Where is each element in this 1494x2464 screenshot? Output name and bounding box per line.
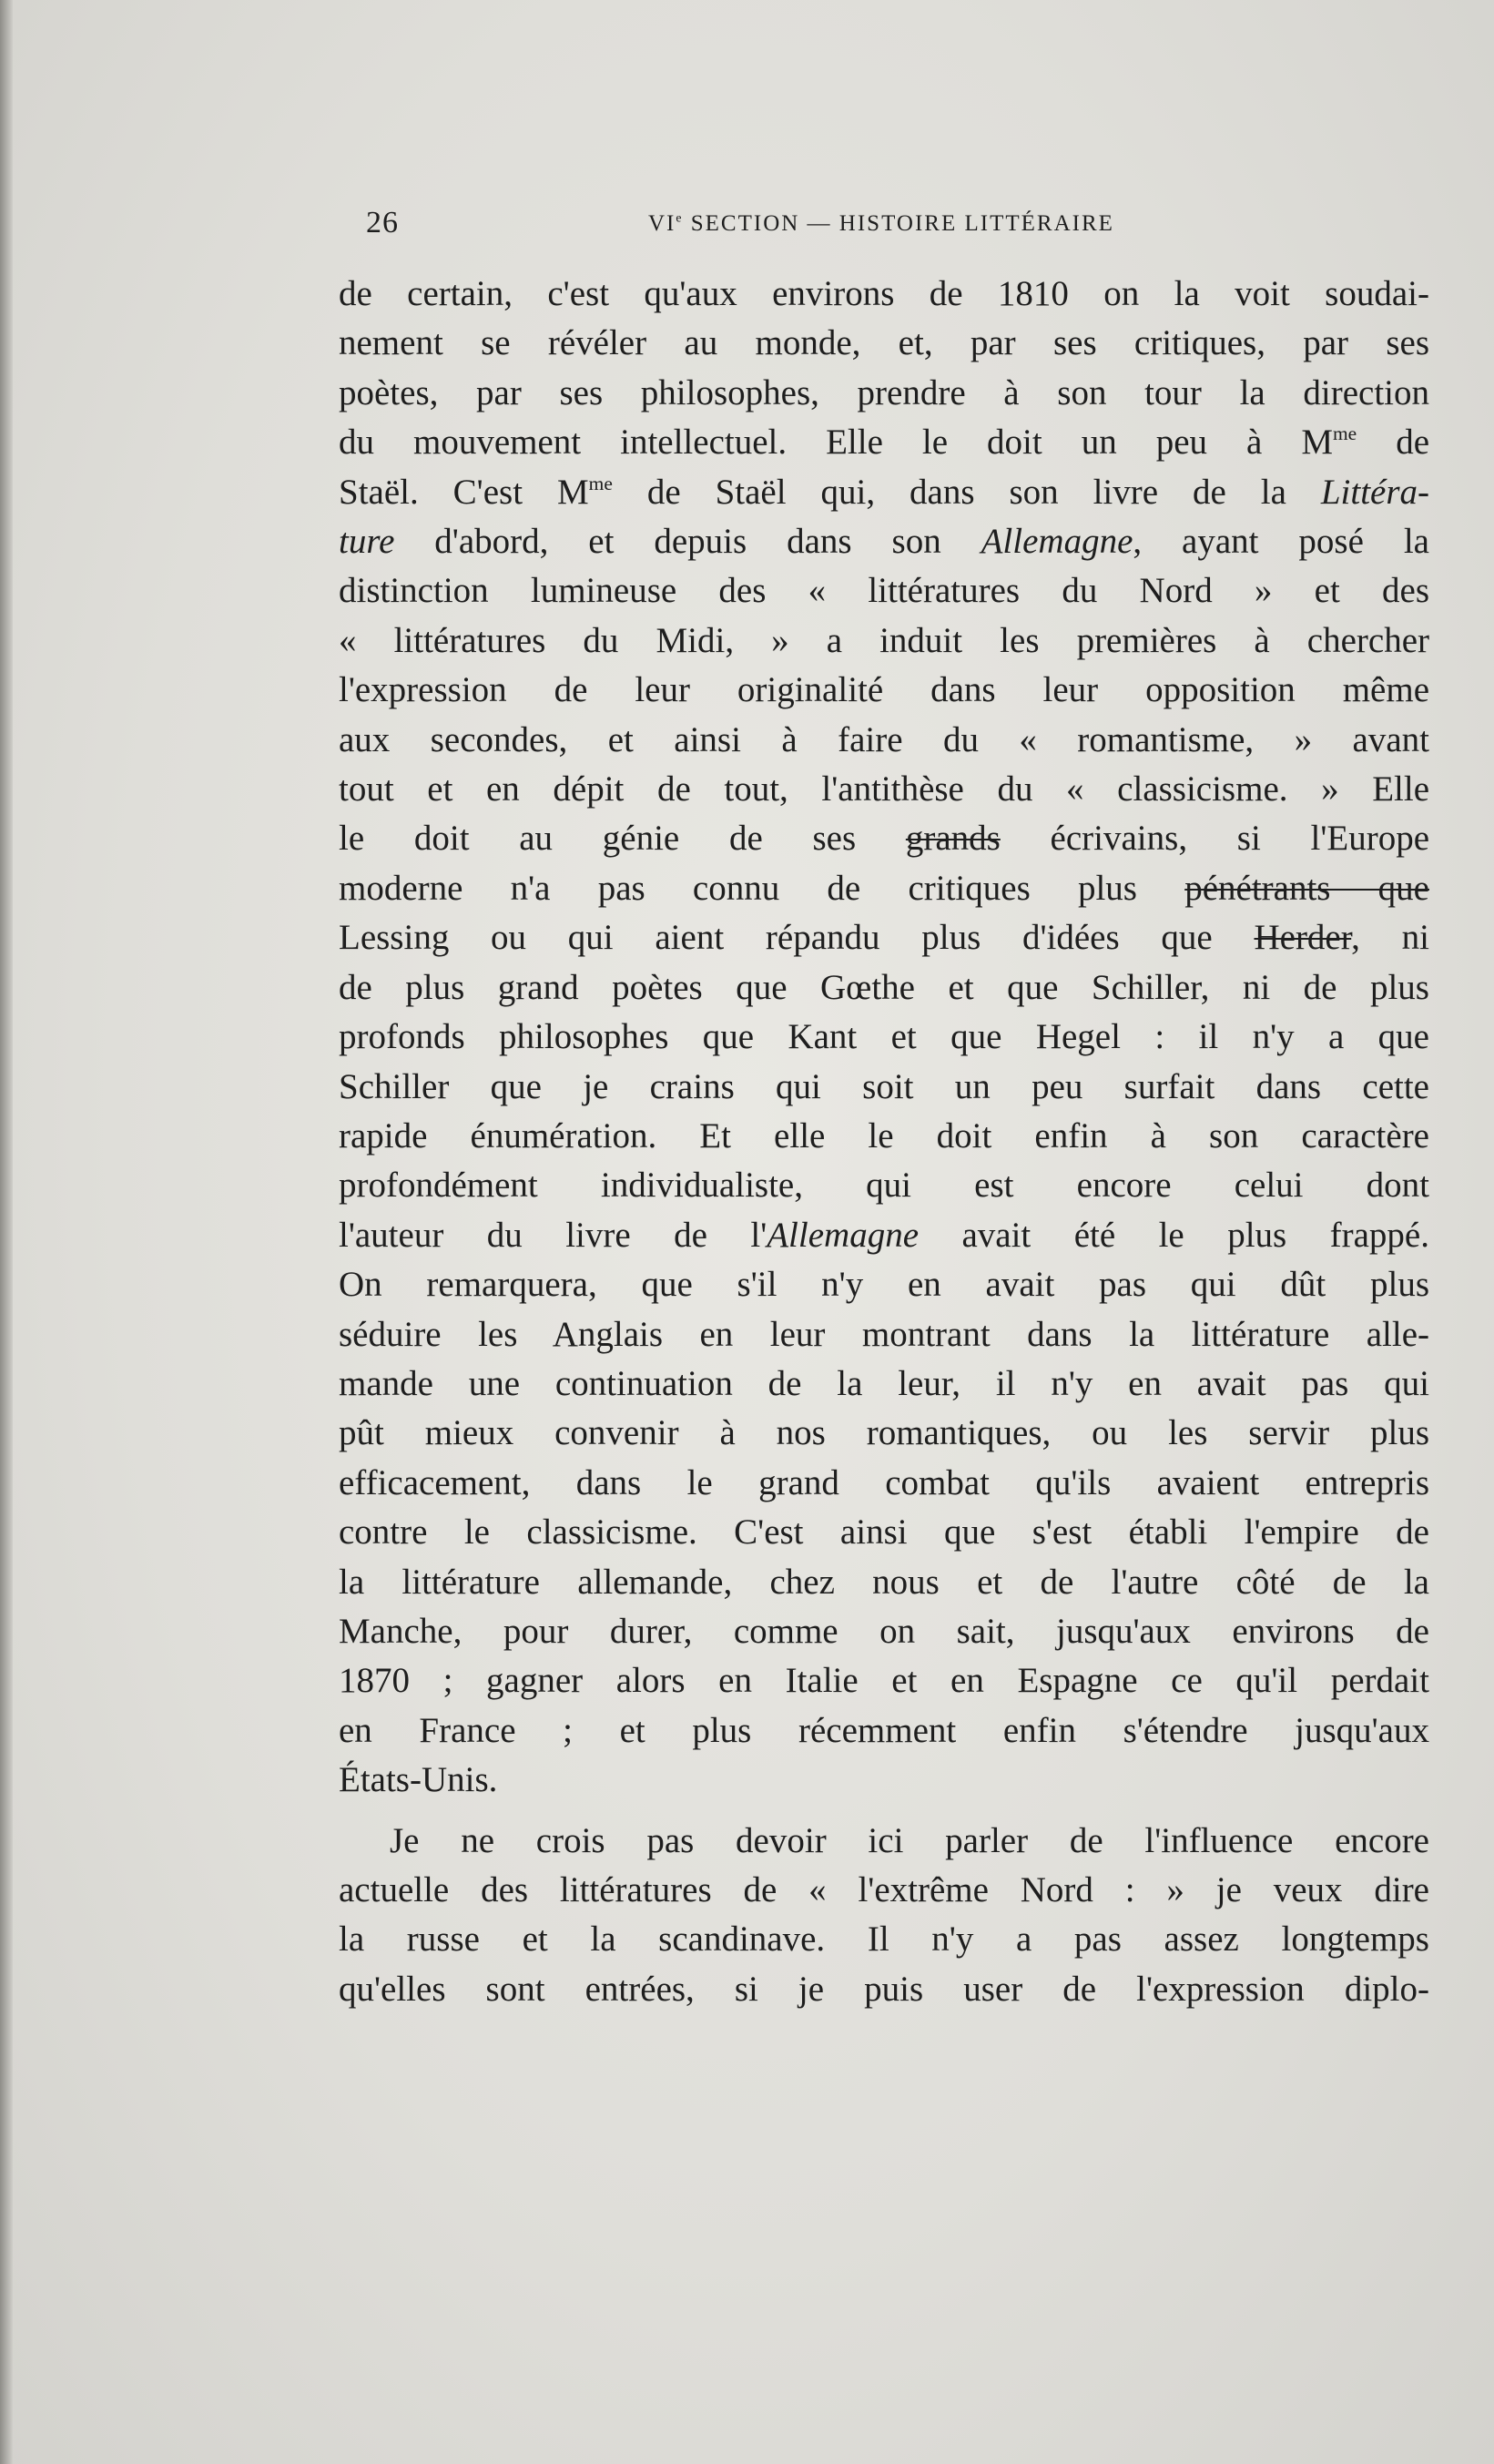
text-run: , ni — [1351, 918, 1429, 958]
section-rest: SECTION — HISTOIRE LITTÉRAIRE — [683, 211, 1114, 236]
text-run: avait été le plus frappé. — [919, 1215, 1429, 1255]
text-line: 1870 ; gagner alors en Italie et en Espagne ce qu'il perdait — [339, 1661, 1429, 1701]
text-line: la russe et la scandinave. Il n'y a pas assez longtemps — [339, 1919, 1429, 1960]
text-line: Manche, pour durer, comme on sait, jusqu'aux environs de — [339, 1611, 1429, 1651]
italic-title: Allemagne — [767, 1215, 920, 1255]
italic-title: ture — [339, 522, 395, 562]
text-line: pût mieux convenir à nos romantiques, ou les servir plus — [339, 1413, 1429, 1453]
text-run: écrivains, si l'Europe — [1000, 819, 1430, 859]
superscript: me — [1333, 423, 1357, 445]
text-line: profondément individualiste, qui est encore celui dont — [339, 1166, 1429, 1206]
italic-title: Littéra- — [1320, 472, 1430, 512]
struck-word: grands — [905, 819, 1001, 859]
text-run: moderne n'a pas connu de critiques plus — [339, 868, 1185, 908]
text-line: mande une continuation de la leur, il n'y en avait pas qui — [339, 1363, 1429, 1403]
text-line — [339, 418, 1429, 467]
text-line: rapide énumération. Et elle le doit enfin à son caractère — [339, 1115, 1429, 1156]
text-run: Staël. C'est M — [339, 472, 589, 512]
text-run: d'abord, et depuis dans son — [394, 522, 981, 562]
text-line: l'expression de leur originalité dans leur opposition même — [339, 670, 1429, 710]
text-line: de certain, c'est qu'aux environs de 1810 on la voit soudai- — [339, 274, 1429, 313]
text-line — [339, 1211, 1429, 1260]
text-line: tout et en dépit de tout, l'antithèse du « classicisme. » Elle — [339, 769, 1429, 809]
page-edge-shadow — [0, 0, 13, 2464]
text-line: actuelle des littératures de « l'extrême Nord : » je veux dire — [339, 1870, 1429, 1909]
text-line: profonds philosophes que Kant et que Hegel : il n'y a que — [339, 1017, 1429, 1057]
text-run: du mouvement intellectuel. Elle le doit un peu à M — [339, 423, 1333, 463]
paragraph-2 — [339, 1817, 1429, 2015]
text-line: poètes, par ses philosophes, prendre à son tour la direction — [339, 372, 1429, 412]
text-line — [339, 913, 1429, 962]
text-run: Lessing ou qui aient répandu plus d'idées que — [339, 918, 1255, 958]
italic-title: Allemagne — [981, 522, 1133, 562]
text-run: de — [1357, 423, 1430, 463]
section-roman: VI — [648, 211, 676, 236]
superscript: me — [588, 472, 613, 494]
page-number: 26 — [366, 206, 399, 239]
text-line: Je ne crois pas devoir ici parler de l'influence encore — [390, 1820, 1429, 1860]
body-text — [339, 270, 1429, 2014]
text-run: , ayant posé la — [1133, 522, 1429, 562]
text-line: nement se révéler au monde, et, par ses critiques, par ses — [339, 323, 1429, 363]
running-head — [366, 202, 1185, 248]
text-run: le doit au génie de ses — [339, 819, 906, 859]
text-line: en France ; et plus récemment enfin s'étendre jusqu'aux — [339, 1710, 1429, 1750]
struck-word: Herder — [1254, 918, 1352, 958]
text-line — [339, 864, 1429, 913]
struck-word: pénétrants que — [1184, 868, 1429, 908]
paragraph-gap — [339, 1806, 1429, 1817]
text-line — [339, 814, 1429, 863]
section-roman-sup: e — [676, 210, 684, 225]
text-line: séduire les Anglais en leur montrant dans la littérature alle- — [339, 1314, 1429, 1354]
text-line: efficacement, dans le grand combat qu'ils avaient entrepris — [339, 1462, 1429, 1502]
text-run: l'auteur du livre de l' — [339, 1215, 767, 1255]
text-line: Schiller que je crains qui soit un peu surfait dans cette — [339, 1066, 1429, 1106]
text-line: États-Unis. — [339, 1760, 498, 1800]
text-line: « littératures du Midi, » a induit les premières à chercher — [339, 620, 1429, 660]
text-line — [339, 468, 1429, 517]
text-line — [339, 517, 1429, 566]
text-run: de Staël qui, dans son livre de la — [612, 472, 1321, 512]
section-title — [648, 211, 1114, 237]
text-line: contre le classicisme. C'est ainsi que s'est établi l'empire de — [339, 1512, 1429, 1553]
text-line: qu'elles sont entrées, si je puis user de l'expression diplo- — [339, 1969, 1429, 2009]
text-line: de plus grand poètes que Gœthe et que Schiller, ni de plus — [339, 967, 1429, 1007]
text-line: la littérature allemande, chez nous et de l'autre côté de la — [339, 1562, 1429, 1602]
paragraph-1 — [339, 270, 1429, 1806]
text-line: On remarquera, que s'il n'y en avait pas qui dût plus — [339, 1265, 1429, 1305]
text-line: aux secondes, et ainsi à faire du « romantisme, » avant — [339, 719, 1429, 759]
text-line: distinction lumineuse des « littératures du Nord » et des — [339, 571, 1429, 611]
